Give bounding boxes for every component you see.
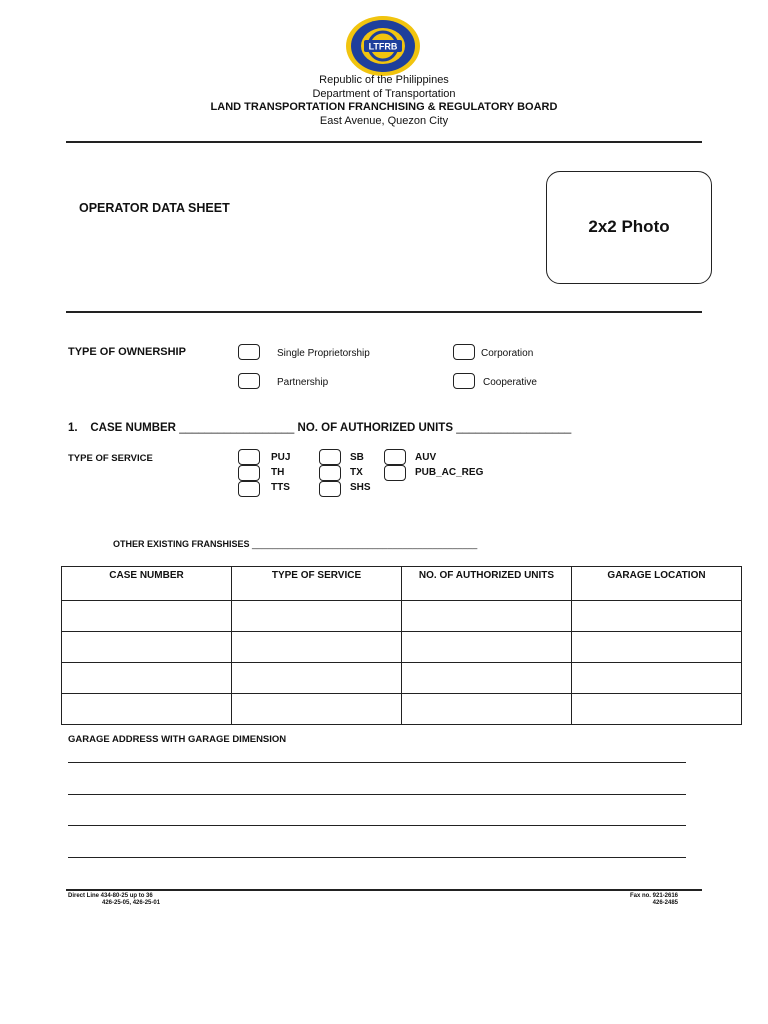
checkbox-puj[interactable] bbox=[238, 449, 260, 465]
option-cooperative: Cooperative bbox=[483, 377, 537, 388]
form-title: OPERATOR DATA SHEET bbox=[79, 201, 230, 215]
checkbox-cooperative[interactable] bbox=[453, 373, 475, 389]
ownership-label: TYPE OF OWNERSHIP bbox=[68, 346, 186, 358]
column-header-authorized-units: NO. OF AUTHORIZED UNITS bbox=[402, 567, 572, 601]
table-cell[interactable] bbox=[232, 632, 402, 663]
footer-fax: Fax no. 921-2616 bbox=[629, 893, 678, 899]
table-cell[interactable] bbox=[402, 601, 572, 632]
checkbox-th[interactable] bbox=[238, 465, 260, 481]
footer-left bbox=[68, 893, 160, 907]
table-cell[interactable] bbox=[572, 601, 742, 632]
checkbox-partnership[interactable] bbox=[238, 373, 260, 389]
table-cell[interactable] bbox=[62, 632, 232, 663]
option-sb: SB bbox=[350, 452, 364, 463]
authorized-units-blank[interactable]: __________________ bbox=[456, 422, 572, 434]
table-row bbox=[62, 694, 742, 725]
garage-address-line[interactable] bbox=[68, 794, 686, 795]
column-header-type-of-service: TYPE OF SERVICE bbox=[232, 567, 402, 601]
header-republic: Republic of the Philippines bbox=[319, 74, 449, 86]
table-cell[interactable] bbox=[62, 663, 232, 694]
table-header-row bbox=[62, 567, 742, 601]
case-number-label: CASE NUMBER bbox=[90, 422, 176, 434]
title-divider bbox=[66, 311, 702, 313]
option-tts: TTS bbox=[271, 482, 290, 493]
authorized-units-label: NO. OF AUTHORIZED UNITS bbox=[297, 422, 453, 434]
option-th: TH bbox=[271, 467, 285, 478]
other-franchises-blank[interactable]: _____________________________________________ bbox=[252, 539, 478, 549]
garage-address-label: GARAGE ADDRESS WITH GARAGE DIMENSION bbox=[68, 734, 287, 745]
checkbox-auv[interactable] bbox=[384, 449, 406, 465]
table-cell[interactable] bbox=[62, 694, 232, 725]
case-number-blank[interactable]: __________________ bbox=[179, 422, 295, 434]
checkbox-shs[interactable] bbox=[319, 481, 341, 497]
footer-divider bbox=[66, 889, 702, 891]
option-pub-ac-reg: PUB_AC_REG bbox=[415, 467, 484, 478]
table-cell[interactable] bbox=[232, 694, 402, 725]
option-single-proprietorship: Single Proprietorship bbox=[277, 348, 370, 359]
column-header-garage-location: GARAGE LOCATION bbox=[572, 567, 742, 601]
header-address: East Avenue, Quezon City bbox=[319, 115, 449, 127]
case-item-number: 1. bbox=[68, 422, 78, 434]
table-cell[interactable] bbox=[62, 601, 232, 632]
footer-direct-line: Direct Line 434-80-25 up to 36 bbox=[68, 893, 153, 899]
table-cell[interactable] bbox=[232, 663, 402, 694]
checkbox-single-proprietorship[interactable] bbox=[238, 344, 260, 360]
header-department: Department of Transportation bbox=[312, 88, 456, 100]
footer-fax-2: 426-2485 bbox=[652, 900, 678, 906]
case-line bbox=[68, 422, 571, 434]
table-cell[interactable] bbox=[572, 632, 742, 663]
table-cell[interactable] bbox=[572, 663, 742, 694]
option-tx: TX bbox=[350, 467, 363, 478]
service-label: TYPE OF SERVICE bbox=[68, 453, 153, 464]
header-divider bbox=[66, 141, 702, 143]
option-puj: PUJ bbox=[271, 452, 291, 463]
table-cell[interactable] bbox=[402, 632, 572, 663]
garage-address-line[interactable] bbox=[68, 762, 686, 763]
column-header-case-number: CASE NUMBER bbox=[62, 567, 232, 601]
table-cell[interactable] bbox=[402, 663, 572, 694]
table-row bbox=[62, 663, 742, 694]
logo-text: LTFRB bbox=[368, 41, 398, 52]
option-corporation: Corporation bbox=[481, 348, 534, 359]
garage-address-line[interactable] bbox=[68, 857, 686, 858]
table-cell[interactable] bbox=[232, 601, 402, 632]
checkbox-tts[interactable] bbox=[238, 481, 260, 497]
checkbox-pub-ac-reg[interactable] bbox=[384, 465, 406, 481]
option-shs: SHS bbox=[350, 482, 371, 493]
header-agency: LAND TRANSPORTATION FRANCHISING & REGULATORY BOARD bbox=[210, 101, 558, 113]
option-partnership: Partnership bbox=[277, 377, 329, 388]
photo-box[interactable] bbox=[546, 171, 712, 284]
table-cell[interactable] bbox=[402, 694, 572, 725]
checkbox-corporation[interactable] bbox=[453, 344, 475, 360]
footer-right bbox=[622, 893, 678, 907]
table-cell[interactable] bbox=[572, 694, 742, 725]
other-franchises-line bbox=[113, 539, 477, 549]
table-row bbox=[62, 632, 742, 663]
garage-address-line[interactable] bbox=[68, 825, 686, 826]
table-row bbox=[62, 601, 742, 632]
photo-label: 2x2 Photo bbox=[588, 217, 670, 236]
ltfrb-seal-logo bbox=[344, 15, 422, 77]
existing-franchises-table bbox=[61, 566, 742, 725]
option-auv: AUV bbox=[415, 452, 437, 463]
footer-direct-line-2: 426-25-05, 426-25-01 bbox=[102, 900, 161, 906]
checkbox-tx[interactable] bbox=[319, 465, 341, 481]
other-franchises-label: OTHER EXISTING FRANSHISES bbox=[113, 539, 250, 549]
checkbox-sb[interactable] bbox=[319, 449, 341, 465]
